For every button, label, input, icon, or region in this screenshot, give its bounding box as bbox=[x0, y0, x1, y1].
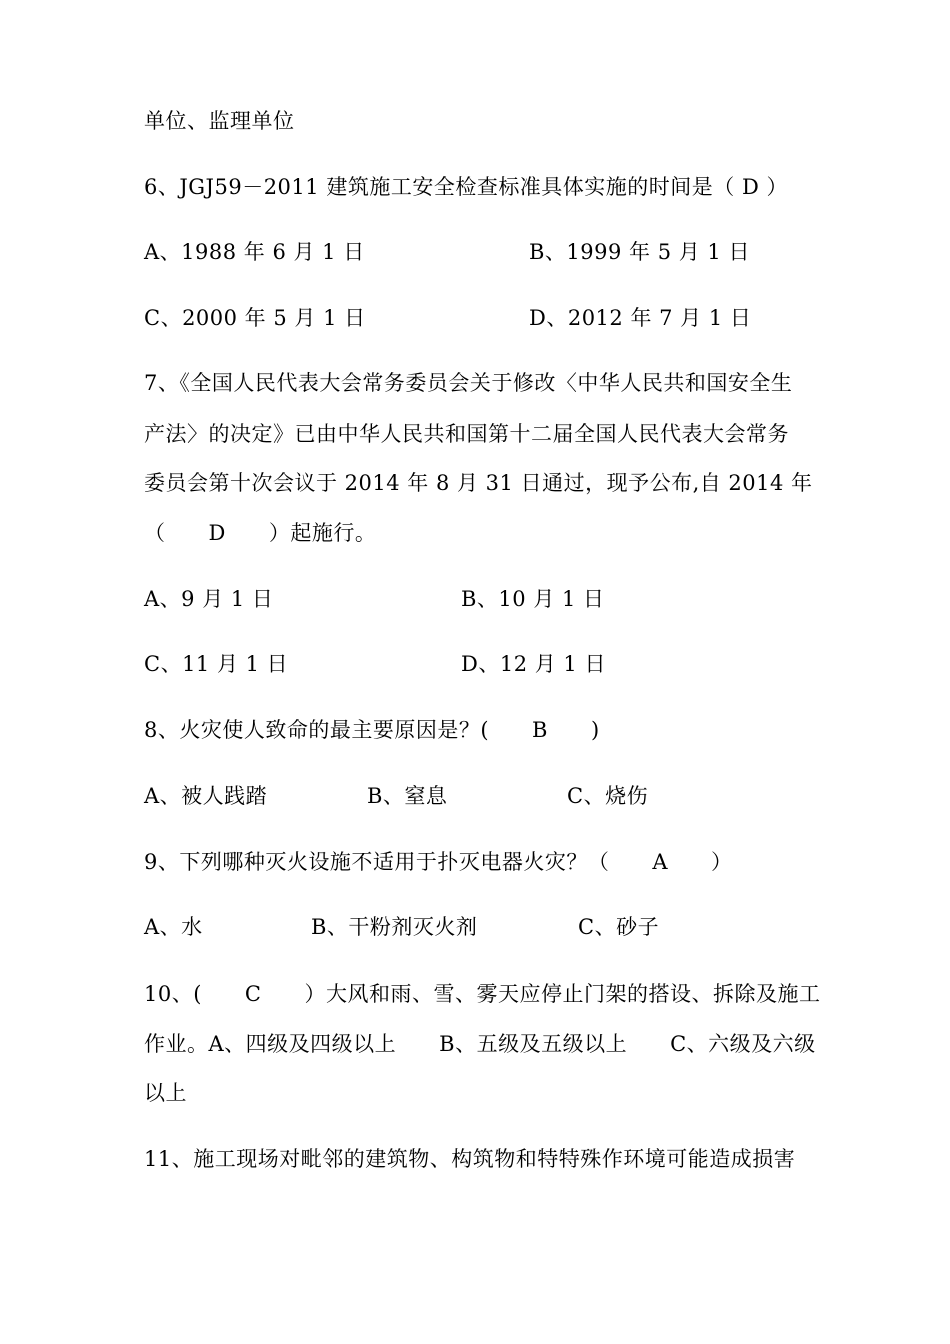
q7-option-b: B、10 月 1 日 bbox=[461, 587, 605, 611]
question-10-line-3: 以上 bbox=[144, 1081, 187, 1105]
question-7-line-4: （ D ）起施行。 bbox=[144, 521, 377, 545]
q8-option-b: B、窒息 bbox=[367, 784, 448, 808]
question-8: 8、火灾使人致命的最主要原因是？( B ) bbox=[144, 718, 600, 742]
question-7-line-2: 产法〉的决定》已由中华人民共和国第十二届全国人民代表大会常务 bbox=[144, 422, 789, 446]
q8-option-c: C、烧伤 bbox=[567, 784, 649, 808]
q9-option-b: B、干粉剂灭火剂 bbox=[311, 915, 478, 939]
question-7-line-1: 7、《全国人民代表大会常务委员会关于修改〈中华人民共和国安全生 bbox=[144, 371, 793, 395]
q8-option-a: A、被人践踏 bbox=[144, 784, 268, 808]
question-10-line-2: 作业。A、四级及四级以上 B、五级及五级以上 C、六级及六级 bbox=[144, 1032, 816, 1056]
question-10-line-1: 10、( C ）大风和雨、雪、雾天应停止门架的搭设、拆除及施工 bbox=[144, 982, 821, 1006]
question-11: 11、施工现场对毗邻的建筑物、构筑物和特特殊作环境可能造成损害 bbox=[144, 1147, 796, 1171]
q7-option-d: D、12 月 1 日 bbox=[461, 652, 606, 676]
question-7-line-3: 委员会第十次会议于 2014 年 8 月 31 日通过，现予公布,自 2014 年 bbox=[144, 471, 813, 495]
text-line-continuation: 单位、监理单位 bbox=[144, 109, 295, 133]
q6-option-b: B、1999 年 5 月 1 日 bbox=[529, 240, 750, 264]
question-6: 6、JGJ59－2011 建筑施工安全检查标准具体实施的时间是（ D ） bbox=[144, 175, 788, 199]
q6-option-d: D、2012 年 7 月 1 日 bbox=[529, 306, 752, 330]
q6-option-c: C、2000 年 5 月 1 日 bbox=[144, 306, 366, 330]
question-9: 9、下列哪种灭火设施不适用于扑灭电器火灾？（ A ） bbox=[144, 850, 733, 874]
q7-option-c: C、11 月 1 日 bbox=[144, 652, 289, 676]
q9-option-c: C、砂子 bbox=[578, 915, 660, 939]
q9-option-a: A、水 bbox=[144, 915, 203, 939]
q6-option-a: A、1988 年 6 月 1 日 bbox=[144, 240, 365, 264]
q7-option-a: A、9 月 1 日 bbox=[144, 587, 274, 611]
